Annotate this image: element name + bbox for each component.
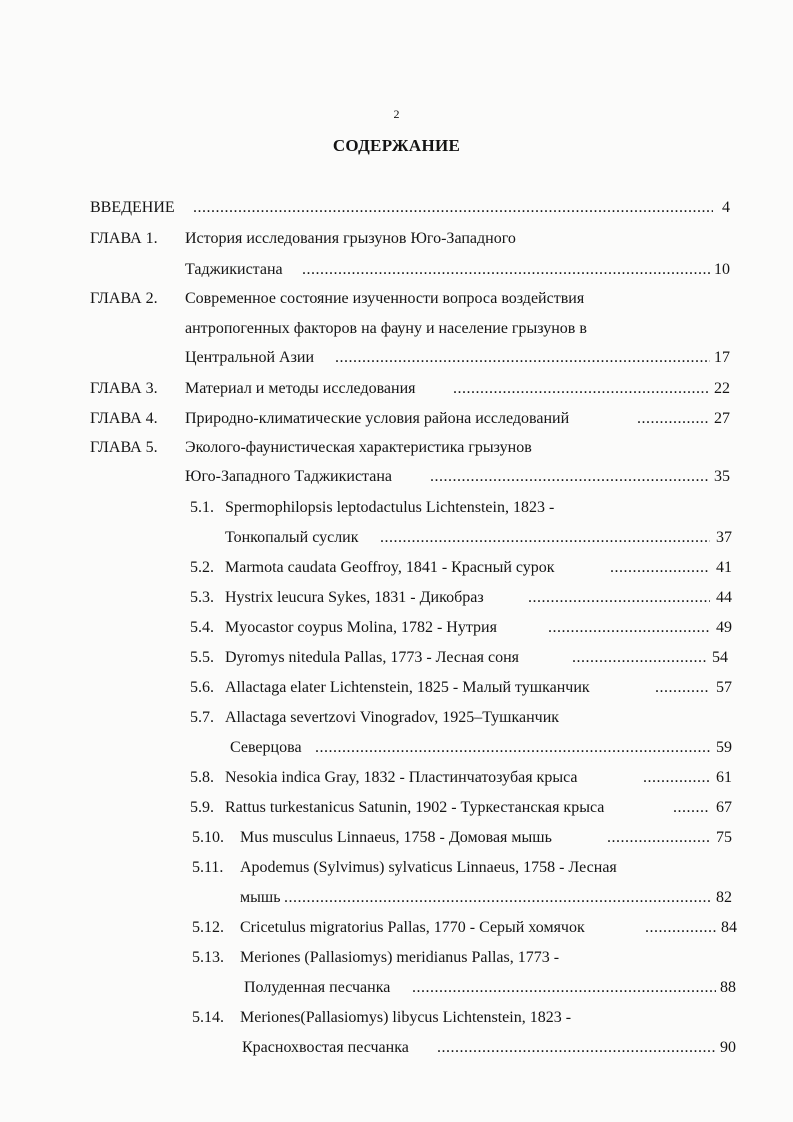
toc-entry-text: Северцова xyxy=(230,739,302,756)
toc-entry-continuation xyxy=(190,737,750,759)
toc-entry-text: Meriones (Pallasiomys) meridianus Pallas, 1773 - xyxy=(240,949,560,966)
toc-subentry xyxy=(190,497,750,519)
toc-page-number: 27 xyxy=(714,410,730,427)
toc-entry-continuation xyxy=(90,347,740,369)
toc-page-number: 4 xyxy=(722,199,730,216)
toc-entry xyxy=(90,288,740,310)
toc-entry-label: 5.12. xyxy=(192,919,224,936)
page-number: 2 xyxy=(393,107,400,121)
dot-leader xyxy=(643,767,710,789)
dot-leader xyxy=(645,917,717,939)
toc-entry-text: Nesokia indica Gray, 1832 - Пластинчатозубая крыса xyxy=(225,769,578,786)
dot-leader xyxy=(315,737,710,759)
toc-entry-label: ГЛАВА 1. xyxy=(90,230,158,247)
dot-leader xyxy=(284,887,710,909)
dot-leader xyxy=(430,466,710,488)
toc-entry xyxy=(90,378,740,400)
toc-page-number: 75 xyxy=(716,829,732,846)
dot-leader xyxy=(335,347,710,369)
toc-subentry xyxy=(190,767,750,789)
toc-entry xyxy=(90,408,740,430)
toc-entry xyxy=(90,197,740,219)
dot-leader xyxy=(607,827,710,849)
toc-subentry xyxy=(190,677,750,699)
dot-leader xyxy=(193,197,713,219)
dot-leader xyxy=(637,408,710,430)
toc-entry-label: 5.14. xyxy=(192,1009,224,1026)
toc-entry-text: Полуденная песчанка xyxy=(244,979,391,996)
toc-entry-text: Meriones(Pallasiomys) libycus Lichtenstein, 1823 - xyxy=(240,1009,572,1026)
toc-entry-text: Allactaga severtzovi Vinogradov, 1925–Тушканчик xyxy=(225,709,560,726)
toc-subentry xyxy=(192,1007,752,1029)
toc-page-number: 90 xyxy=(720,1039,736,1056)
toc-page-number: 59 xyxy=(716,739,732,756)
toc-page-number: 54 xyxy=(712,649,728,666)
toc-entry-label: 5.8. xyxy=(190,769,214,786)
toc-entry-label: 5.5. xyxy=(190,649,214,666)
toc-subentry xyxy=(190,617,750,639)
toc-entry xyxy=(90,437,740,459)
toc-entry-continuation xyxy=(192,977,752,999)
toc-entry-continuation xyxy=(90,466,740,488)
toc-entry-text: Dyromys nitedula Pallas, 1773 - Лесная соня xyxy=(225,649,520,666)
toc-entry-label: 5.11. xyxy=(192,859,224,876)
toc-entry-text: Allactaga elater Lichtenstein, 1825 - Малый тушканчик xyxy=(225,679,590,696)
dot-leader xyxy=(528,587,710,609)
toc-page-number: 88 xyxy=(720,979,736,996)
toc-entry-text: Природно-климатические условия района исследований xyxy=(185,410,570,427)
toc-page-number: 22 xyxy=(714,380,730,397)
toc-entry-label: ГЛАВА 2. xyxy=(90,290,158,307)
toc-entry-text: Центральной Азии xyxy=(185,349,315,366)
toc-subentry xyxy=(192,947,752,969)
toc-entry-continuation xyxy=(192,887,752,909)
toc-entry-text: антропогенных факторов на фауну и население грызунов в xyxy=(185,320,587,337)
toc-entry-text: Эколого-фаунистическая характеристика грызунов xyxy=(185,439,532,456)
toc-page-number: 67 xyxy=(716,799,732,816)
toc-page-number: 17 xyxy=(714,349,730,366)
toc-entry-text: Hystrix leucura Sykes, 1831 - Дикобраз xyxy=(225,589,484,606)
toc-entry-continuation xyxy=(190,527,750,549)
toc-entry-text: Spermophilopsis leptodactulus Lichtenstein, 1823 - xyxy=(225,499,555,516)
toc-page-number: 44 xyxy=(716,589,732,606)
dot-leader xyxy=(302,259,710,281)
toc-subentry xyxy=(190,797,750,819)
dot-leader xyxy=(610,557,710,579)
dot-leader xyxy=(453,378,710,400)
toc-entry-text: Юго-Западного Таджикистана xyxy=(185,468,392,485)
toc-subentry xyxy=(190,707,750,729)
dot-leader xyxy=(572,647,706,669)
toc-page-number: 10 xyxy=(714,261,730,278)
toc-entry-label: ГЛАВА 5. xyxy=(90,439,158,456)
toc-entry-continuation xyxy=(90,318,740,340)
toc-entry-label: 5.7. xyxy=(190,709,214,726)
toc-page-number: 82 xyxy=(716,889,732,906)
toc-page-number: 35 xyxy=(714,468,730,485)
toc-entry-text: Mus musculus Linnaeus, 1758 - Домовая мышь xyxy=(240,829,552,846)
toc-page-number: 84 xyxy=(721,919,737,936)
toc-entry-text: мышь xyxy=(240,889,281,906)
toc-entry-continuation xyxy=(192,1037,752,1059)
page-title: СОДЕРЖАНИЕ xyxy=(332,136,461,155)
toc-entry-text: Таджикистана xyxy=(185,261,283,278)
toc-entry-text: Myocastor coypus Molina, 1782 - Нутрия xyxy=(225,619,497,636)
toc-entry-text: Apodemus (Sylvimus) sylvaticus Linnaeus, 1758 - Лесная xyxy=(240,859,617,876)
toc-subentry xyxy=(190,647,750,669)
toc-entry-label: 5.2. xyxy=(190,559,214,576)
toc-entry-text: История исследования грызунов Юго-Западного xyxy=(185,230,516,247)
toc-page-number: 57 xyxy=(716,679,732,696)
toc-entry-text: Rattus turkestanicus Satunin, 1902 - Туркестанская крыса xyxy=(225,799,605,816)
toc-entry-text: Современное состояние изученности вопроса воздействия xyxy=(185,290,585,307)
toc-entry-label: ГЛАВА 3. xyxy=(90,380,158,397)
toc-entry-label: 5.4. xyxy=(190,619,214,636)
dot-leader xyxy=(548,617,710,639)
dot-leader xyxy=(655,677,710,699)
toc-page-number: 61 xyxy=(716,769,732,786)
toc-subentry xyxy=(190,587,750,609)
toc-subentry xyxy=(192,917,752,939)
toc-entry-continuation xyxy=(90,259,740,281)
toc-subentry xyxy=(190,557,750,579)
toc-entry-text: Материал и методы исследования xyxy=(185,380,416,397)
toc-entry-text: Тонкопалый суслик xyxy=(225,529,359,546)
toc-entry-text: Cricetulus migratorius Pallas, 1770 - Серый хомячок xyxy=(240,919,585,936)
toc-subentry xyxy=(192,827,752,849)
dot-leader xyxy=(380,527,710,549)
toc-page-number: 37 xyxy=(716,529,732,546)
toc-entry-label: 5.13. xyxy=(192,949,224,966)
toc-entry-label: 5.3. xyxy=(190,589,214,606)
dot-leader xyxy=(412,977,716,999)
toc-entry-text: Краснохвостая песчанка xyxy=(242,1039,409,1056)
toc-entry-label: 5.10. xyxy=(192,829,224,846)
toc-entry-label: 5.6. xyxy=(190,679,214,696)
toc-entry-label: ГЛАВА 4. xyxy=(90,410,158,427)
toc-page-number: 49 xyxy=(716,619,732,636)
toc-entry-text: Marmota caudata Geoffroy, 1841 - Красный сурок xyxy=(225,559,555,576)
toc-entry-label: 5.9. xyxy=(190,799,214,816)
toc-entry xyxy=(90,228,740,250)
toc-subentry xyxy=(192,857,752,879)
toc-page-number: 41 xyxy=(716,559,732,576)
dot-leader xyxy=(437,1037,716,1059)
dot-leader xyxy=(673,797,710,819)
toc-entry-text: ВВЕДЕНИЕ xyxy=(90,199,175,216)
toc-entry-label: 5.1. xyxy=(190,499,214,516)
